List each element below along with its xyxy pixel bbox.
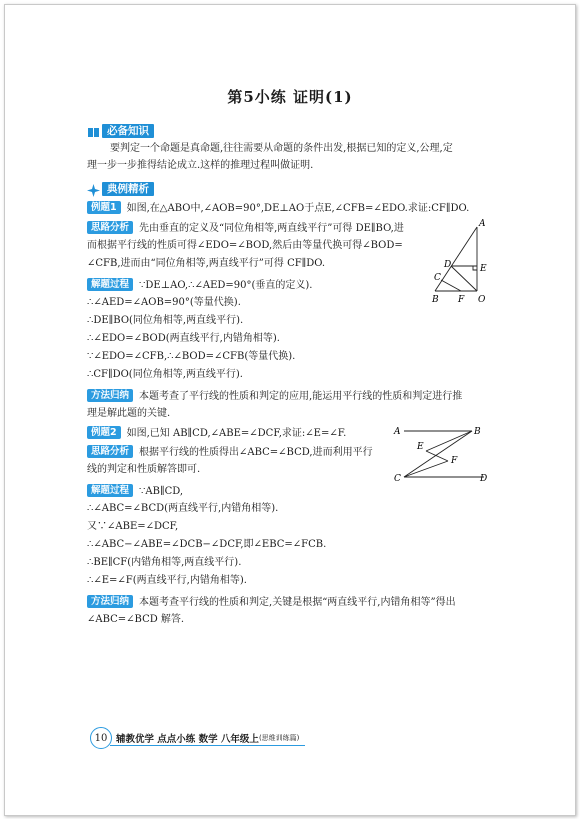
example2-analysis-line: 根据平行线的性质得出∠ABC=∠BCD,进而利用平行 [139,447,373,458]
tag-process: 解题过程 [87,278,133,291]
fig1-label-D: D [444,260,452,270]
footer-series [110,731,305,746]
example1-process-line: ∵∠EDO=∠CFB,∴∠BOD=∠CFB(等量代换). [87,351,296,362]
example2-figure [392,421,492,489]
example1-method-line: 本题考查了平行线的性质和判定的应用,能运用平行线的性质和判定进行推 [139,391,463,402]
example1-process-line: ∴CF∥DO(同位角相等,两直线平行). [87,369,243,380]
page-footer [90,727,305,749]
footer-edition: (思维训练篇) [258,733,300,742]
section-header-examples [87,181,154,196]
example2-process-line: 又∵∠ABE=∠DCF, [87,521,179,532]
example1-process-row [87,278,312,293]
tag-method: 方法归纳 [87,389,133,402]
tag-example2: 例题2 [87,426,121,439]
fig1-label-F: F [458,295,465,305]
example2-question-row [87,426,346,441]
example1-process-line: ∴∠EDO=∠BOD(两直线平行,内错角相等). [87,333,280,344]
book-icon [87,124,100,137]
example1-process-line: ∴DE∥BO(同位角相等,两直线平行). [87,315,244,326]
fig2-label-D: D [480,474,488,484]
page-title: 第5小练 证明(1) [227,88,353,106]
footer-series-title: 辅教优学 点点小练 数学 八年级上 [116,733,259,745]
example2-analysis-row [87,445,373,460]
tag-process: 解题过程 [87,484,133,497]
fig2-label-E: E [417,442,424,452]
example2-method-line: 本题考查平行线的性质和判定,关键是根据“两直线平行,内错角相等”得出 [139,597,456,608]
example1-analysis-line: 而根据平行线的性质可得∠EDO=∠BOD,然后由等量代换可得∠BOD= [87,240,403,251]
section-header-knowledge [87,123,154,138]
fig2-label-B: B [474,427,481,437]
section-title-knowledge: 必备知识 [102,124,154,138]
tag-method: 方法归纳 [87,595,133,608]
fig1-label-E: E [480,264,487,274]
example2-method-line: ∠ABC=∠BCD 解答. [87,614,185,625]
example2-process-line: ∴∠ABC=∠BCD(两直线平行,内错角相等). [87,503,279,514]
example2-question: 如图,已知 AB∥CD,∠ABE=∠DCF,求证:∠E=∠F. [126,428,347,439]
knowledge-line: 理一步一步推得结论成立.这样的推理过程叫做证明. [87,160,314,171]
example1-process-line: ∴∠AED=∠AOB=90°(等量代换). [87,297,241,308]
fig2-label-F: F [451,456,458,466]
example2-process-line: ∵AB∥CD, [139,486,184,497]
fig1-label-B: B [432,295,439,305]
example1-method-row [87,389,462,404]
example1-analysis-row [87,221,404,236]
example2-process-row [87,484,183,499]
fig1-label-O: O [478,295,486,305]
example2-process-line: ∴∠ABC−∠ABE=∠DCB−∠DCF,即∠EBC=∠FCB. [87,539,327,550]
example1-question-row [87,201,469,216]
tag-analysis: 思路分析 [87,221,133,234]
example1-question: 如图,在△ABO中,∠AOB=90°,DE⊥AO于点E,∠CFB=∠EDO.求证:CF∥DO. [126,203,470,214]
example1-analysis-line: 先由垂直的定义及“同位角相等,两直线平行”可得 DE∥BO,进 [139,223,404,234]
knowledge-line: 要判定一个命题是真命题,往往需要从命题的条件出发,根据已知的定义,公理,定 [110,143,453,154]
example2-process-line: ∴BE∥CF(内错角相等,两直线平行). [87,557,242,568]
sparkle-icon [87,182,100,195]
example2-method-row [87,595,456,610]
fig1-label-C: C [434,273,441,283]
tag-example1: 例题1 [87,201,121,214]
fig1-label-A: A [479,219,486,229]
example2-analysis-line: 线的判定和性质解答即可. [87,464,201,475]
section-title-examples: 典例精析 [102,182,154,196]
fig2-label-C: C [394,474,401,484]
example1-figure [425,218,500,308]
page-number: 10 [90,727,112,749]
example1-method-line: 理是解此题的关键. [87,408,171,419]
example1-analysis-line: ∠CFB,进而由“同位角相等,两直线平行”可得 CF∥DO. [87,258,326,269]
fig2-label-A: A [394,427,401,437]
example1-process-line: ∵DE⊥AO,∴∠AED=90°(垂直的定义). [139,280,313,291]
tag-analysis: 思路分析 [87,445,133,458]
example2-process-line: ∴∠E=∠F(两直线平行,内错角相等). [87,575,247,586]
